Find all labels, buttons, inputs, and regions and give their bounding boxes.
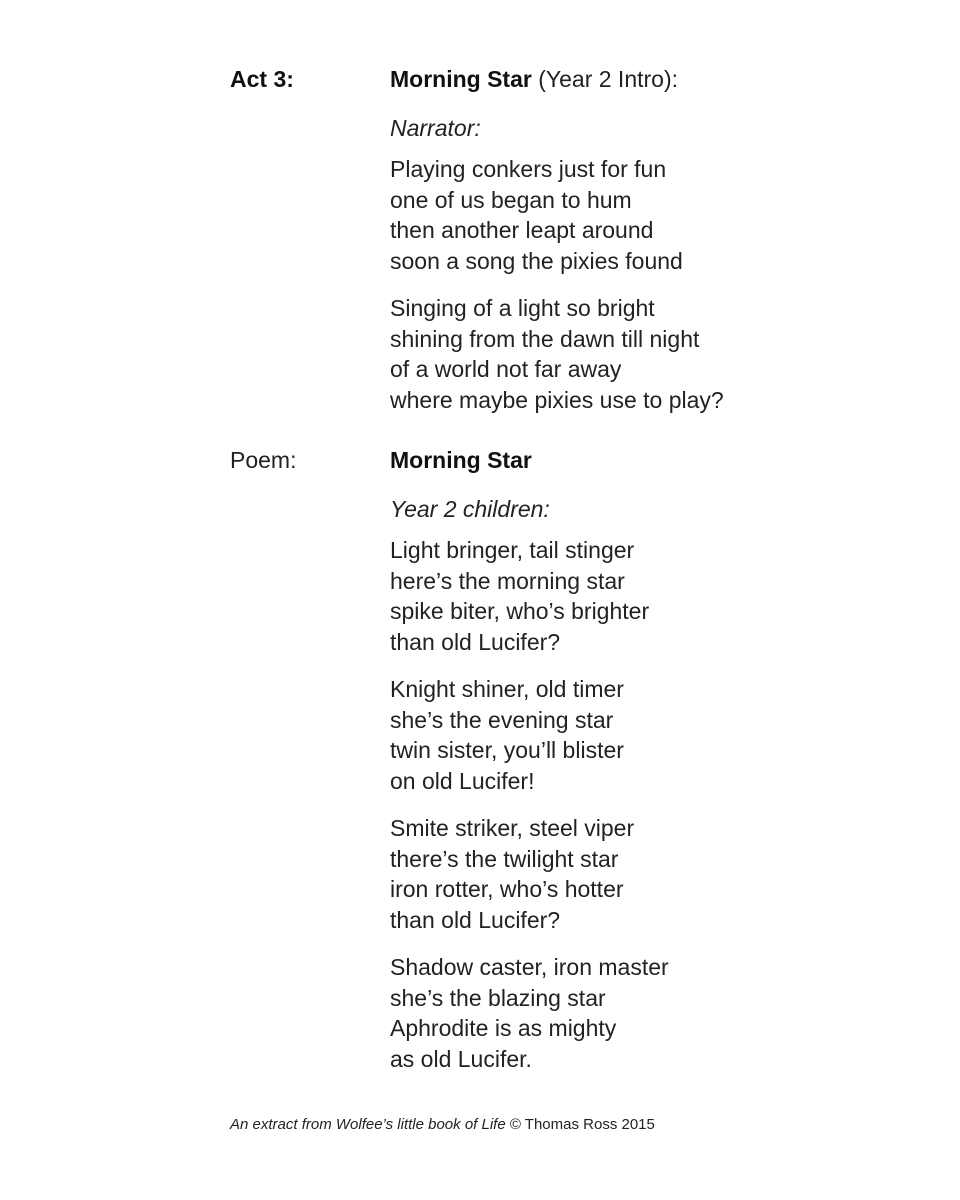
stanza-line: Light bringer, tail stinger (390, 537, 635, 563)
footer-extract: An extract from Wolfee’s little book of Life (230, 1116, 506, 1133)
poem-stanza-1 (390, 535, 850, 657)
stanza-line: here’s the morning star (390, 567, 625, 594)
stanza-line: on old Lucifer! (390, 767, 535, 794)
stanza-line: Shadow caster, iron master (390, 954, 669, 980)
act-heading-row (230, 66, 850, 93)
act-subtitle: (Year 2 Intro): (531, 66, 679, 92)
poem-heading-row (230, 447, 850, 474)
stanza-line: there’s the twilight star (390, 845, 619, 872)
footer-credit (230, 1116, 655, 1133)
act-stanza-2 (390, 293, 850, 415)
stanza-line: spike biter, who’s brighter (390, 598, 650, 624)
stanza-line: Singing of a light so bright (390, 295, 655, 321)
act-body (390, 115, 850, 415)
stanza-line: as old Lucifer. (390, 1045, 532, 1072)
stanza-line: she’s the blazing star (390, 984, 606, 1011)
act-stanza-1 (390, 154, 850, 276)
poem-section (230, 447, 850, 1091)
poem-stanza-2 (390, 674, 850, 796)
stanza-line: one of us began to hum (390, 186, 632, 213)
poem-stanza-3 (390, 813, 850, 935)
poem-heading (390, 447, 532, 474)
poem-label: Poem: (230, 447, 297, 473)
poem-title: Morning Star (390, 447, 532, 473)
stanza-line: where maybe pixies use to play? (390, 386, 724, 413)
stanza-line: then another leapt around (390, 217, 654, 243)
act-section (230, 66, 850, 432)
stanza-line: iron rotter, who’s hotter (390, 876, 624, 902)
stanza-line: Knight shiner, old timer (390, 676, 624, 702)
stanza-line: than old Lucifer? (390, 906, 561, 933)
act-speaker: Narrator: (390, 115, 481, 141)
stanza-line: shining from the dawn till night (390, 325, 700, 352)
poem-body (390, 496, 850, 1074)
stanza-line: soon a song the pixies found (390, 247, 683, 274)
stanza-line: of a world not far away (390, 356, 622, 382)
footer-copyright: © Thomas Ross 2015 (505, 1116, 655, 1133)
poem-speaker: Year 2 children: (390, 496, 550, 522)
act-title: Morning Star (390, 66, 532, 92)
stanza-line: than old Lucifer? (390, 628, 561, 655)
act-label: Act 3: (230, 66, 294, 92)
stanza-line: Aphrodite is as mighty (390, 1015, 617, 1041)
poem-stanza-4 (390, 952, 850, 1074)
stanza-line: twin sister, you’ll blister (390, 737, 624, 763)
stanza-line: Smite striker, steel viper (390, 815, 635, 841)
act-heading (390, 66, 678, 93)
stanza-line: she’s the evening star (390, 706, 614, 733)
stanza-line: Playing conkers just for fun (390, 156, 667, 182)
